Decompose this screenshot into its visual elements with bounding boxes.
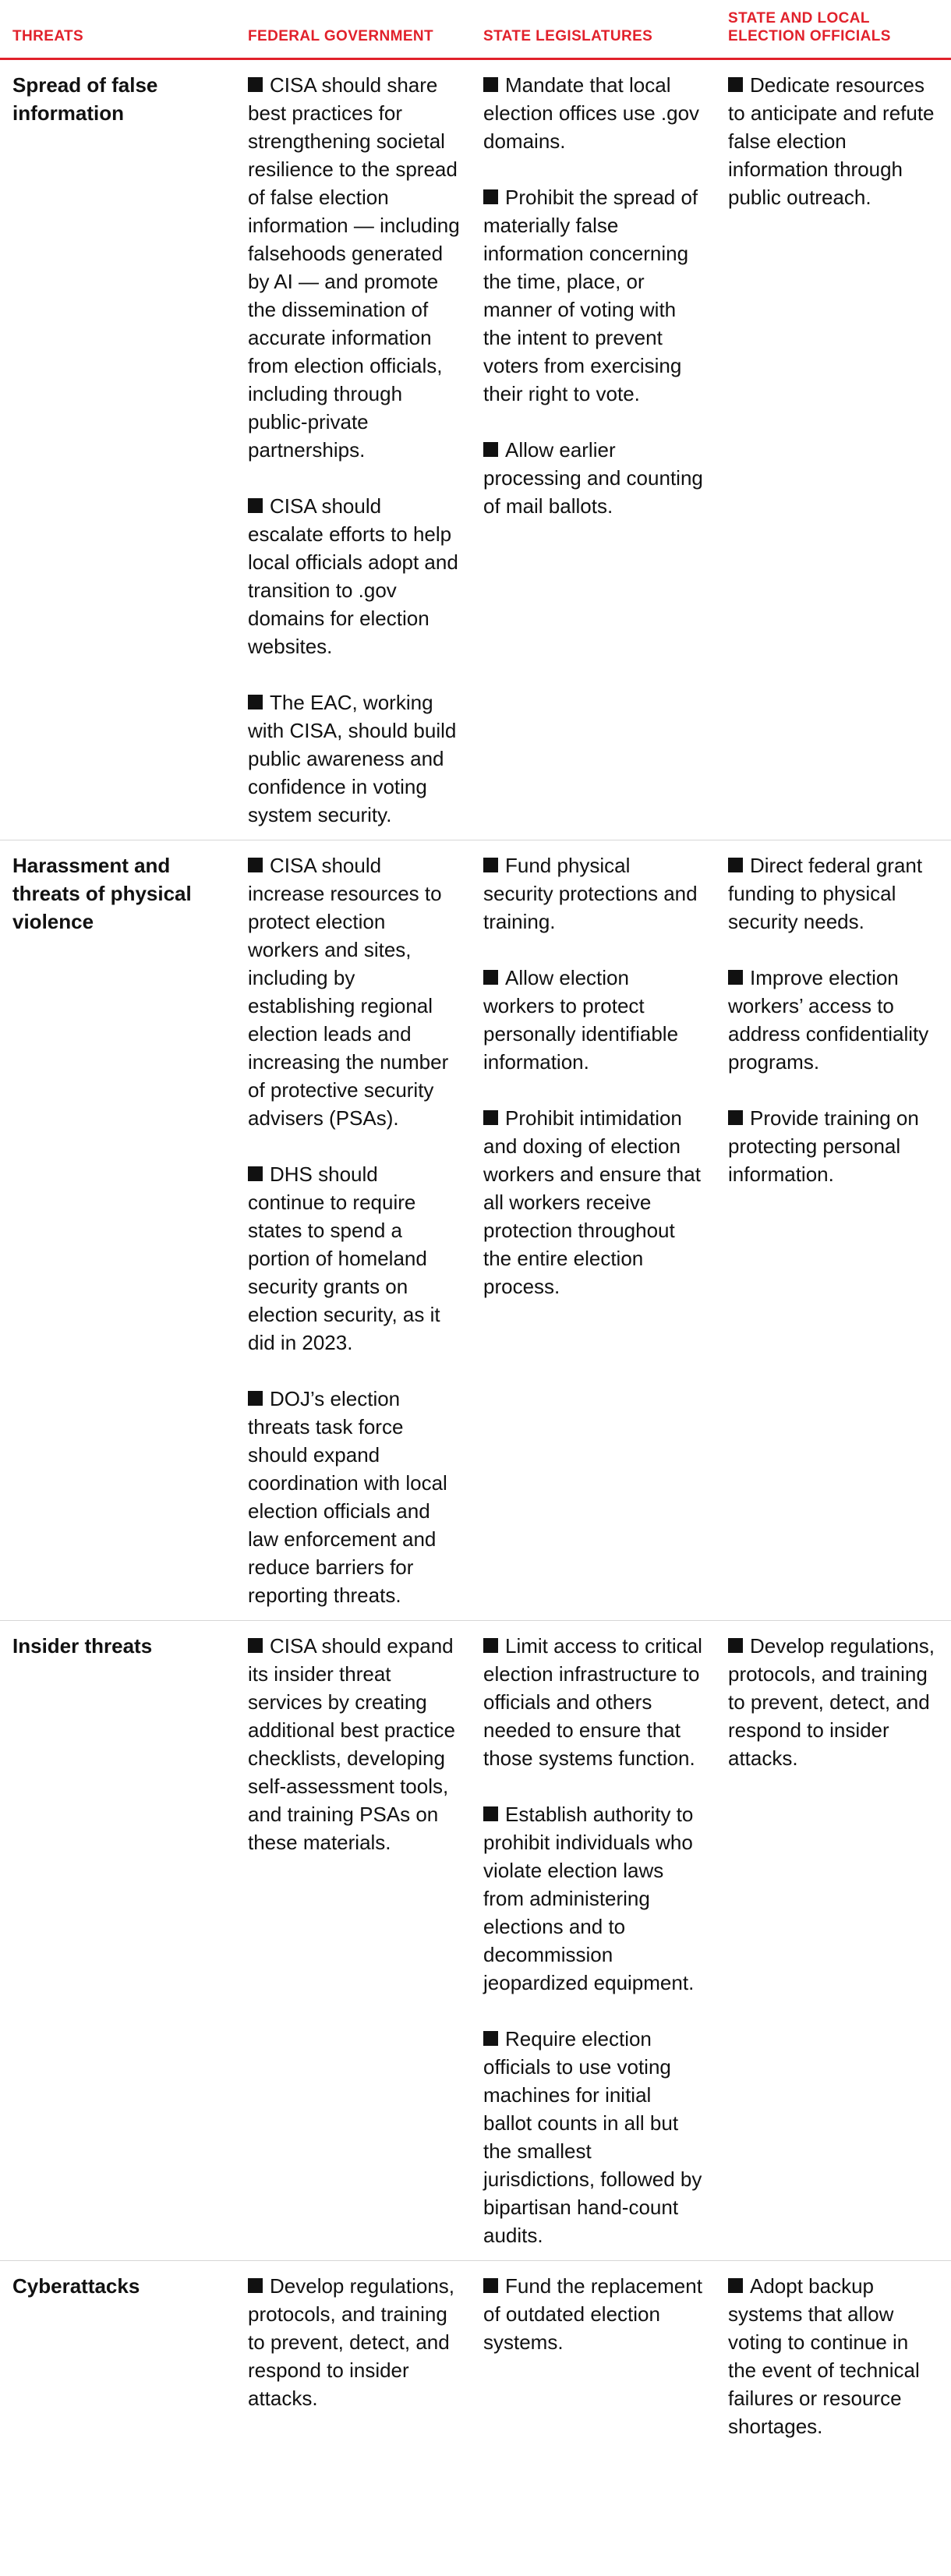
list-item [248,851,460,1132]
header-federal-government: FEDERAL GOVERNMENT [235,0,471,58]
threat-label: Cyberattacks [12,2273,140,2298]
item-text: CISA should expand its insider threat services by creating additional best practice checklists, developing self-assessment tools, and training PSAs on these materials. [248,1633,455,1854]
table-row [0,1620,951,2260]
table-body [0,58,951,2451]
bullet-square-icon [483,1110,498,1125]
bullet-square-icon [483,858,498,872]
list-item [728,964,940,1076]
local-cell [716,840,951,1620]
bullet-square-icon [248,695,263,709]
table-row [0,2260,951,2451]
table-header [0,0,951,58]
list-item [483,71,705,155]
bullet-square-icon [483,77,498,92]
item-text: The EAC, working with CISA, should build public awareness and confidence in voting system security. [248,690,457,826]
local-cell [716,2260,951,2451]
bullet-square-icon [483,442,498,457]
item-text: Fund physical security protections and training. [483,853,698,933]
bullet-square-icon [483,1806,498,1821]
list-item [248,1385,460,1609]
item-text: Provide training on protecting personal information. [728,1106,919,1186]
item-text: CISA should share best practices for strengthening societal resilience to the spread of false election information — including falsehoods generated by AI — and promote the dissemination of accurate information from election officials, including through public-private partnerships. [248,73,460,462]
list-item [728,71,940,211]
item-text: DOJ’s election threats task force should expand coordination with local election officials and law enforcement and reduce barriers for reporting threats. [248,1386,447,1607]
header-state-legislatures: STATE LEGISLATURES [471,0,716,58]
threat-label: Harassment and threats of physical violence [0,840,235,1620]
bullet-square-icon [248,77,263,92]
list-item [483,2025,705,2249]
list-item [728,2272,940,2440]
list-item [483,2272,705,2356]
list-item [248,1160,460,1357]
list-item [248,688,460,829]
federal-cell [235,1620,471,2260]
bullet-square-icon [728,858,743,872]
bullet-square-icon [248,1391,263,1406]
item-text: Establish authority to prohibit individuals who violate election laws from administering elections and to decommission jeopardized equipment. [483,1802,695,1994]
list-item [483,183,705,408]
bullet-square-icon [483,970,498,985]
item-text: Require election officials to use voting machines for initial ballot counts in all but the smallest jurisdictions, followed by bipartisan hand-count audits. [483,2026,702,2247]
bullet-square-icon [248,2278,263,2293]
bullet-square-icon [728,2278,743,2293]
list-item [483,964,705,1076]
item-text: CISA should escalate efforts to help local officials adopt and transition to .gov domains for election websites. [248,494,458,658]
list-item [728,1104,940,1188]
list-item [483,436,705,520]
list-item [728,851,940,936]
item-text: Allow election workers to protect personally identifiable information. [483,965,679,1074]
list-item [483,1104,705,1300]
list-item [728,1632,940,1772]
bullet-square-icon [248,858,263,872]
state-cell [471,2260,716,2451]
table-row [0,58,951,840]
list-item [248,492,460,660]
state-cell [471,1620,716,2260]
item-text: Prohibit the spread of materially false information concerning the time, place, or manner of voting with the intent to prevent voters from exercising their right to vote. [483,185,698,405]
item-text: Prohibit intimidation and doxing of election workers and ensure that all workers receive protection throughout the entire election process. [483,1106,701,1298]
header-threats: THREATS [0,0,235,58]
threat-label: Insider threats [0,1620,235,2260]
list-item [483,1632,705,1772]
item-text: Improve election workers’ access to address confidentiality programs. [728,965,929,1074]
bullet-square-icon [483,2031,498,2046]
bullet-square-icon [248,1166,263,1181]
bullet-square-icon [248,1638,263,1653]
header-row [0,0,951,58]
item-text: Adopt backup systems that allow voting to continue in the event of technical failures or resource shortages. [728,2273,920,2438]
list-item [483,851,705,936]
item-text: Dedicate resources to anticipate and refute false election information through public outreach. [728,73,935,209]
bullet-square-icon [483,1638,498,1653]
item-text: Direct federal grant funding to physical security needs. [728,853,923,933]
item-text: Allow earlier processing and counting of mail ballots. [483,437,703,518]
item-text: Fund the replacement of outdated election systems. [483,2273,702,2354]
item-text: Limit access to critical election infrastructure to officials and others needed to ensure that those systems function. [483,1633,702,1770]
bullet-square-icon [248,498,263,513]
federal-cell [235,2260,471,2451]
item-text: Develop regulations, protocols, and training to prevent, detect, and respond to insider attacks. [248,2273,455,2410]
header-state-local-officials: STATE AND LOCAL ELECTION OFFICIALS [716,0,951,58]
federal-cell [235,840,471,1620]
local-cell [716,58,951,840]
item-text: Develop regulations, protocols, and training to prevent, detect, and respond to insider attacks. [728,1633,935,1770]
bullet-square-icon [483,2278,498,2293]
state-cell [471,840,716,1620]
bullet-square-icon [728,77,743,92]
bullet-square-icon [483,189,498,204]
list-item [248,1632,460,1856]
bullet-square-icon [728,1638,743,1653]
bullet-square-icon [728,970,743,985]
list-item [483,1800,705,1997]
federal-cell [235,58,471,840]
state-cell [471,58,716,840]
bullet-square-icon [728,1110,743,1125]
table-row [0,840,951,1620]
threat-label: Spread of false information [0,58,235,840]
item-text: Mandate that local election offices use .gov domains. [483,73,700,153]
local-cell [716,1620,951,2260]
list-item [248,2272,460,2412]
list-item [248,71,460,464]
item-text: CISA should increase resources to protect election workers and sites, including by establishing regional election leads and increasing the number of protective security advisers (PSAs). [248,853,449,1130]
item-text: DHS should continue to require states to spend a portion of homeland security grants on election security, as it did in 2023. [248,1162,440,1354]
